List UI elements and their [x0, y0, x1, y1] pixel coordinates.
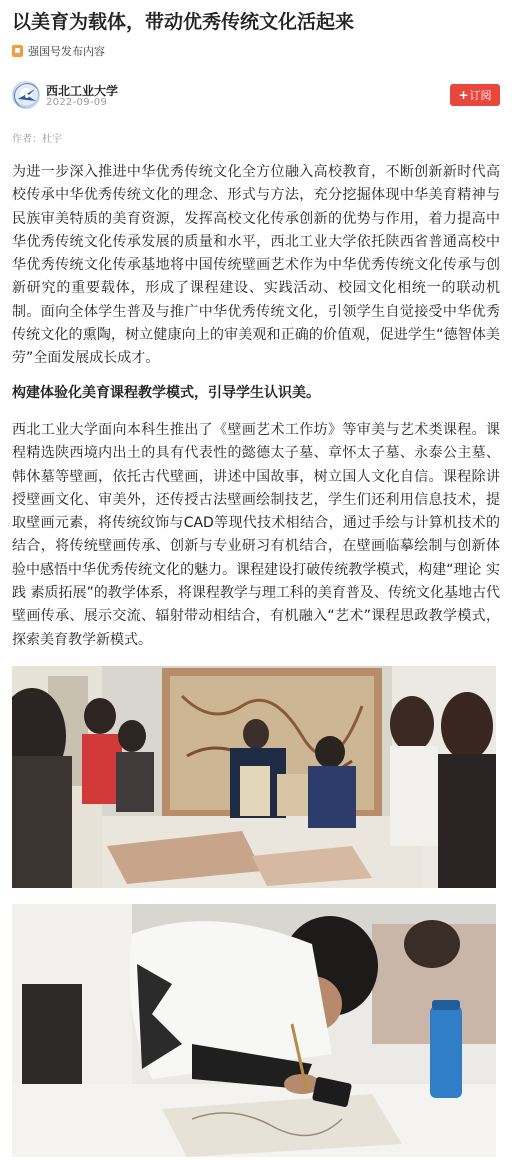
- photo-mural-workshop: [12, 666, 496, 888]
- article-title: 以美育为载体，带动优秀传统文化活起来: [12, 11, 355, 33]
- university-logo-icon[interactable]: [12, 81, 40, 109]
- photo-student-painting: [12, 904, 496, 1157]
- publisher-name[interactable]: 西北工业大学: [46, 84, 119, 98]
- section-heading: 构建体验化美育课程教学模式，引导学生认识美。: [12, 385, 320, 401]
- publisher-row: [12, 81, 500, 111]
- source-label: 强国号发布内容: [28, 45, 105, 58]
- plus-icon: +: [458, 88, 469, 102]
- subscribe-button[interactable]: [450, 84, 500, 106]
- author-byline: 作者：杜宇: [12, 134, 62, 145]
- article-paragraph: 西北工业大学面向本科生推出了《壁画艺术工作坊》等审美与艺术类课程。课程精选陕西境内出土的具有代表性的懿德太子墓、章怀太子墓、永泰公主墓、韩休墓等壁画，依托古代壁画，讲述中国故事，树立国人文化自信。课程除讲授壁画文化、审美外，还传授古法壁画绘制技艺，学生们还利用信息技术，提取壁画元素，将传统纹饰与CAD等现代技术相结合，通过手绘与计算机技术的结合，将传统壁画传承、创新与专业研习有机结合，在壁画临摹绘制与创新体验中感悟中华优秀传统文化的魅力。课程建设打破传统教学模式，构建“理论 实践 素质拓展”的教学体系，将课程教学与理工科的美育普及、传统文化基地古代壁画传承、展示交流、辐射带动相结合，有机融入“艺术”课程思政教学模式，探索美育教学新模式。: [12, 422, 500, 648]
- source-tag: [12, 43, 105, 59]
- article-paragraph: 为进一步深入推进中华优秀传统文化全方位融入高校教育，不断创新新时代高校传承中华优秀传统文化的理念、形式与方法，充分挖掘体现中华美育精神与民族审美特质的美育资源，发挥高校文化传承创新的优势与作用，着力提高中华优秀传统文化传承发展的质量和水平，西北工业大学依托陕西省普通高校中华优秀传统文化传承基地将中国传统壁画艺术作为中华优秀传统文化传承与创新研究的重要载体，形成了课程建设、实践活动、校园文化相统一的联动机制。面向全体学生普及与推广中华优秀传统文化，引领学生自觉接受中华优秀传统文化的熏陶，树立健康向上的审美观和正确的价值观，促进学生“德智体美劳”全面发展成长成才。: [12, 164, 500, 367]
- qiangguo-badge-icon: [12, 45, 23, 57]
- subscribe-label: 订阅: [469, 89, 492, 102]
- publish-date: 2022-09-09: [46, 97, 108, 108]
